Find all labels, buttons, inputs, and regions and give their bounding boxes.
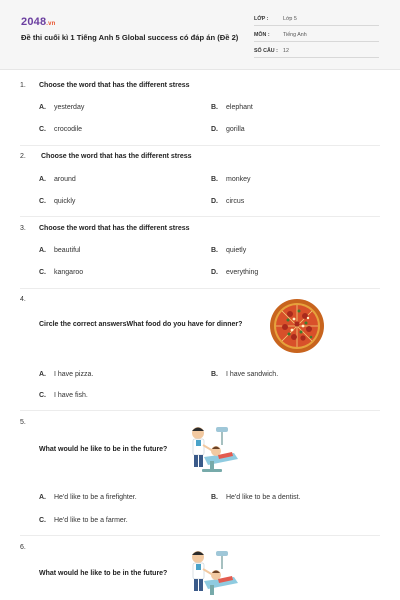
option-a[interactable] [39, 176, 76, 183]
option-letter: C. [39, 198, 46, 205]
logo-suffix: .vn [46, 21, 56, 27]
option-text: quickly [54, 198, 76, 205]
meta-value: Lớp 5 [283, 16, 297, 22]
dentist-image [186, 547, 242, 597]
option-d[interactable] [211, 126, 245, 133]
meta-key: LỚP : [254, 16, 269, 22]
question-number: 2. [20, 153, 26, 160]
option-a[interactable] [39, 371, 93, 378]
option-c[interactable] [39, 517, 128, 524]
question-text: Choose the word that has the different stress [41, 153, 192, 160]
option-c[interactable] [39, 392, 88, 399]
divider [20, 145, 380, 146]
question-number: 3. [20, 225, 26, 232]
question-number: 4. [20, 296, 26, 303]
option-d[interactable] [211, 198, 244, 205]
option-b[interactable] [211, 176, 251, 183]
option-letter: C. [39, 126, 46, 133]
question-number: 5. [20, 419, 26, 426]
option-letter: C. [39, 517, 46, 524]
option-c[interactable] [39, 269, 83, 276]
meta-value: 12 [283, 48, 289, 54]
option-text: I have fish. [54, 392, 88, 399]
pizza-image [268, 297, 326, 355]
option-text: elephant [226, 104, 253, 111]
option-text: I have pizza. [54, 371, 94, 378]
option-text: everything [226, 269, 259, 276]
option-text: He'd like to be a farmer. [54, 517, 128, 524]
option-text: I have sandwich. [226, 371, 279, 378]
question-text: Choose the word that has the different stress [39, 82, 190, 89]
option-letter: A. [39, 494, 46, 501]
option-b[interactable] [211, 494, 301, 501]
option-letter: B. [211, 494, 218, 501]
divider [20, 216, 380, 217]
option-letter: D. [211, 126, 218, 133]
option-letter: C. [39, 269, 46, 276]
question-text: Circle the correct answersWhat food do you have for dinner? [39, 321, 243, 328]
option-text: around [54, 176, 76, 183]
option-a[interactable] [39, 247, 80, 254]
meta-value: Tiếng Anh [283, 32, 307, 38]
meta-row-subject [254, 30, 379, 42]
option-text: monkey [226, 176, 251, 183]
dentist-image [186, 423, 242, 473]
option-text: quietly [226, 247, 247, 254]
option-c[interactable] [39, 126, 82, 133]
meta-key: SỐ CÂU : [254, 48, 278, 54]
option-text: crocodile [54, 126, 83, 133]
option-text: yesterday [54, 104, 85, 111]
option-text: kangaroo [54, 269, 84, 276]
option-letter: D. [211, 198, 218, 205]
meta-row-class [254, 14, 379, 26]
question-number: 6. [20, 544, 26, 551]
document-title: Đề thi cuối kì 1 Tiếng Anh 5 Global success có đáp án (Đề 2) [21, 33, 239, 42]
question-number: 1. [20, 82, 26, 89]
logo-text: 2048 [21, 16, 47, 28]
divider [20, 288, 380, 289]
divider [20, 535, 380, 536]
option-letter: A. [39, 176, 46, 183]
option-letter: B. [211, 371, 218, 378]
site-logo[interactable] [21, 16, 56, 28]
option-letter: B. [211, 176, 218, 183]
option-letter: A. [39, 371, 46, 378]
option-a[interactable] [39, 494, 137, 501]
question-text: Choose the word that has the different stress [39, 225, 190, 232]
question-text: What would he like to be in the future? [39, 570, 168, 577]
option-text: circus [226, 198, 245, 205]
question-text: What would he like to be in the future? [39, 446, 168, 453]
meta-key: MÔN : [254, 32, 270, 38]
option-d[interactable] [211, 269, 258, 276]
option-c[interactable] [39, 198, 75, 205]
option-letter: B. [211, 104, 218, 111]
option-b[interactable] [211, 371, 278, 378]
option-b[interactable] [211, 104, 253, 111]
option-letter: A. [39, 247, 46, 254]
option-letter: B. [211, 247, 218, 254]
divider [20, 410, 380, 411]
option-letter: D. [211, 269, 218, 276]
option-b[interactable] [211, 247, 246, 254]
option-letter: C. [39, 392, 46, 399]
option-a[interactable] [39, 104, 84, 111]
page-header [0, 0, 400, 70]
option-text: gorilla [226, 126, 245, 133]
meta-row-count [254, 46, 379, 58]
option-text: He'd like to be a dentist. [226, 494, 301, 501]
option-text: He'd like to be a firefighter. [54, 494, 137, 501]
option-letter: A. [39, 104, 46, 111]
option-text: beautiful [54, 247, 81, 254]
